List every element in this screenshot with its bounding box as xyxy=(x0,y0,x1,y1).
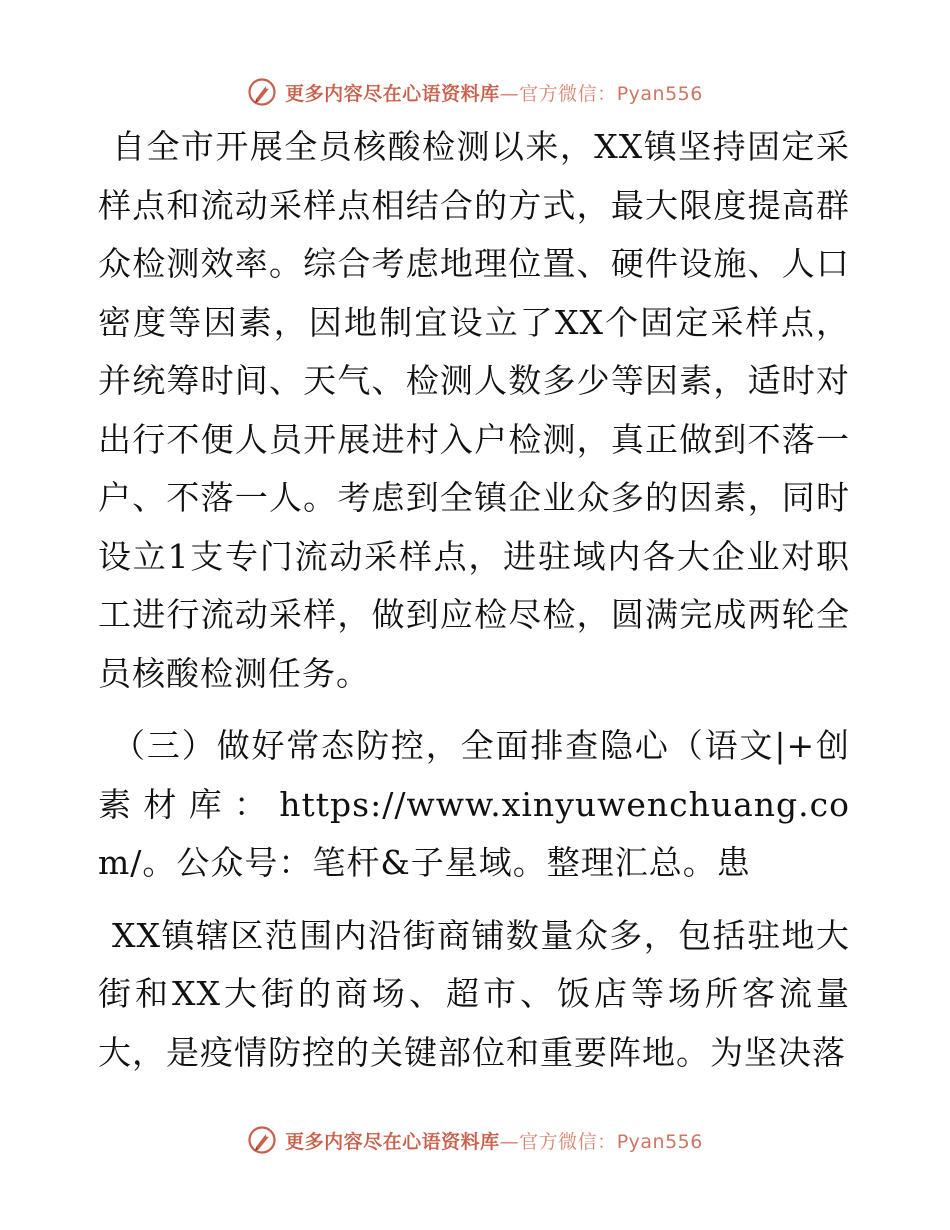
footer-watermark xyxy=(0,1120,950,1160)
watermark-text xyxy=(285,79,703,106)
watermark-contact-id: Pyan556 xyxy=(616,1130,703,1153)
watermark-separator: — xyxy=(499,1130,520,1153)
paragraph-shops: XX镇辖区范围内沿街商铺数量众多，包括驻地大街和XX大街的商场、超市、饭店等场所客流量大，是疫情防控的关键部位和重要阵地。为坚决落 xyxy=(98,915,850,1072)
pen-circle-logo-icon xyxy=(247,77,277,107)
paragraph-section-heading: （三）做好常态防控，全面排查隐心（语文|+创素材库：https://www.xinyuwenchuang.com/。公众号：笔杆&子星域。整理汇总。患 xyxy=(98,726,850,882)
watermark-contact-label: 官方微信： xyxy=(519,82,617,105)
pen-circle-logo-icon xyxy=(247,1125,277,1155)
watermark-contact-id: Pyan556 xyxy=(616,82,703,105)
paragraph-testing: 自全市开展全员核酸检测以来，XX镇坚持固定采样点和流动采样点相结合的方式，最大限度提高群众检测效率。综合考虑地理位置、硬件设施、人口密度等因素，因地制宜设立了XX个固定采样点，并统筹时间、天气、检测人数多少等因素，适时对出行不便人员开展进村入户检测，真正做到不落一户、不落一人。考虑到全镇企业众多的因素，同时设立1支专门流动采样点，进驻域内各大企业对职工进行流动采样，做到应检尽检，圆满完成两轮全员核酸检测任务。 xyxy=(98,127,850,693)
watermark-brand: 更多内容尽在心语资料库 xyxy=(285,82,500,105)
header-watermark xyxy=(0,72,950,112)
watermark-separator: — xyxy=(499,82,520,105)
watermark-contact-label: 官方微信： xyxy=(519,1130,617,1153)
watermark-brand: 更多内容尽在心语资料库 xyxy=(285,1130,500,1153)
watermark-text xyxy=(285,1127,703,1154)
document-body xyxy=(98,118,850,1082)
